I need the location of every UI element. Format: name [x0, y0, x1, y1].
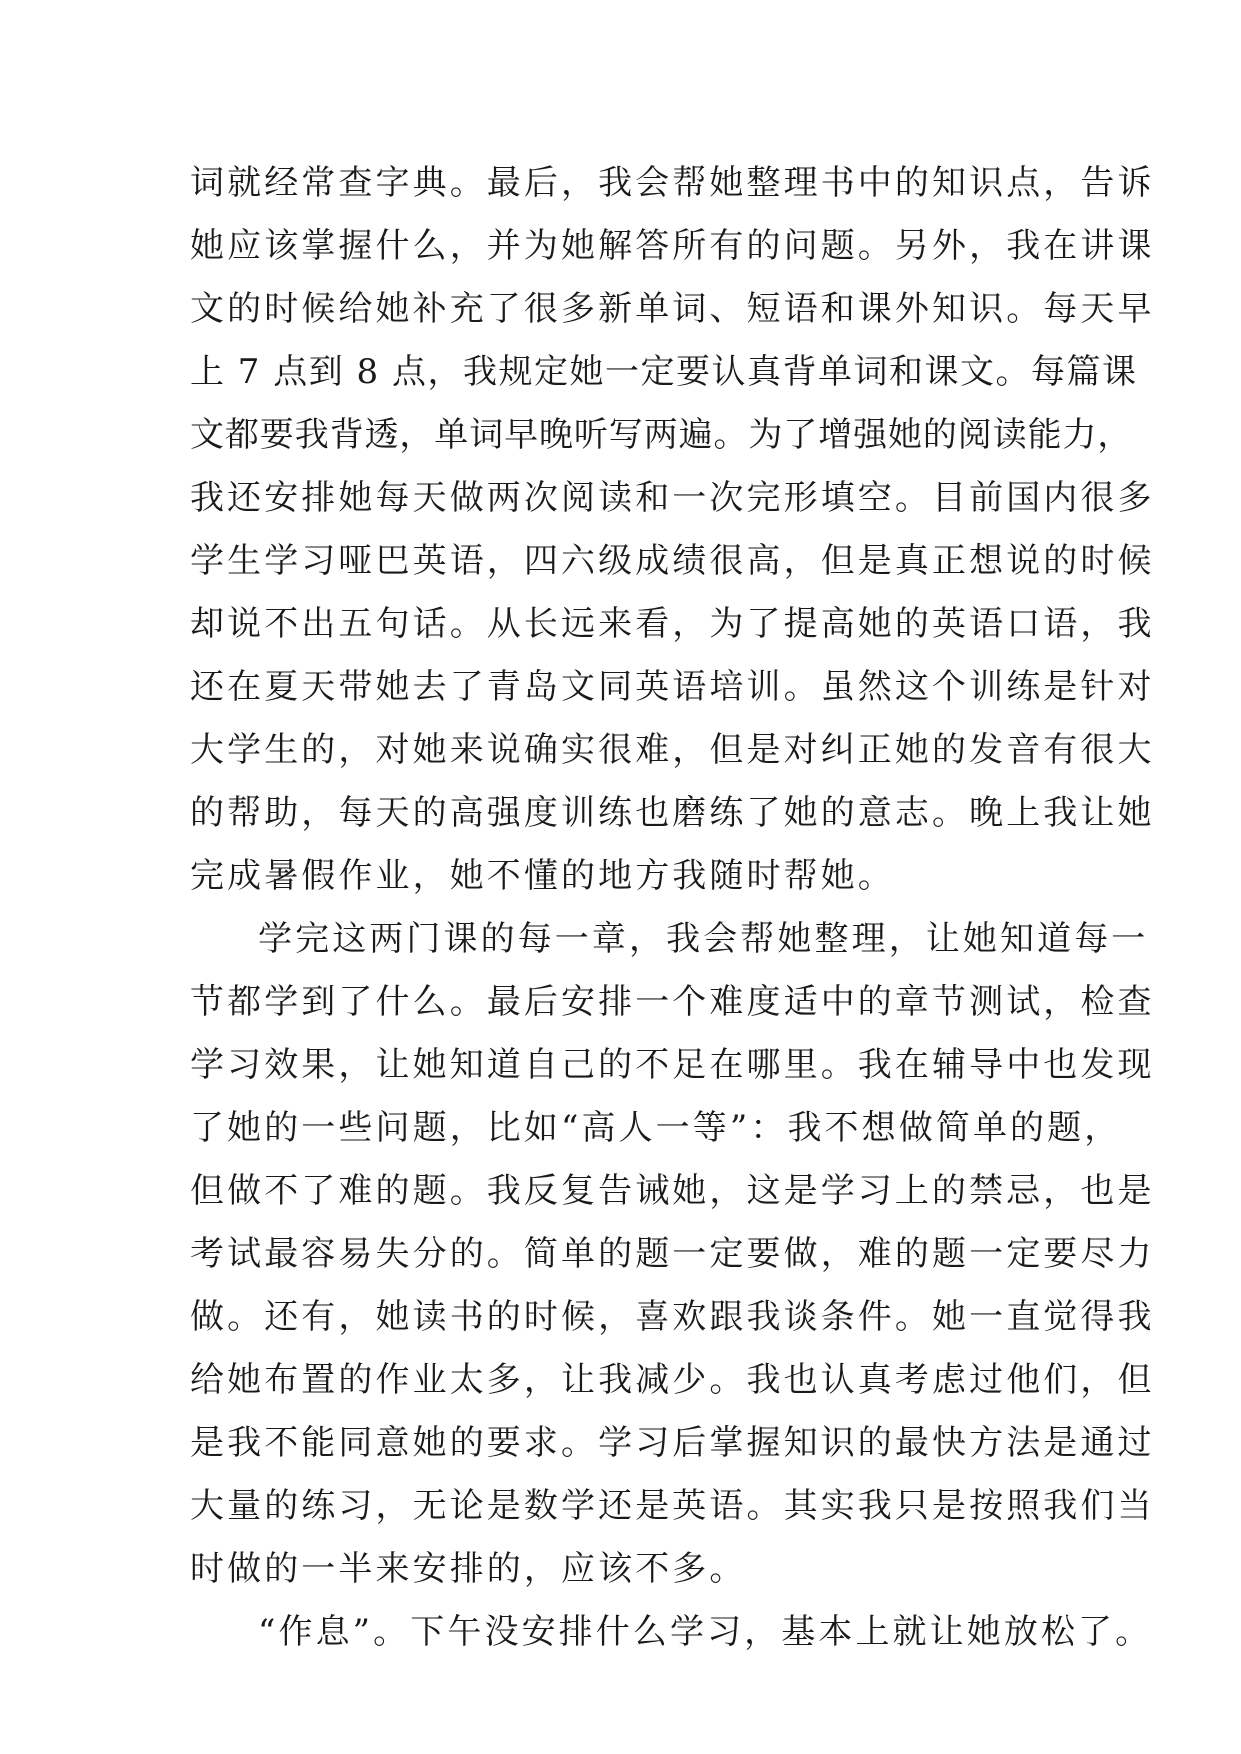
- text-line: 学习效果，让她知道自己的不足在哪里。我在辅导中也发现: [190, 1045, 1155, 1085]
- body-text: [190, 152, 1155, 1664]
- text-line: 文的时候给她补充了很多新单词、短语和课外知识。每天早: [190, 289, 1155, 329]
- text-line: 上 7 点到 8 点，我规定她一定要认真背单词和课文。每篇课: [190, 352, 1138, 392]
- text-line: 还在夏天带她去了青岛文同英语培训。虽然这个训练是针对: [190, 667, 1155, 707]
- text-line: 她应该掌握什么，并为她解答所有的问题。另外，我在讲课: [190, 226, 1155, 266]
- text-line: 考试最容易失分的。简单的题一定要做，难的题一定要尽力: [190, 1234, 1155, 1274]
- text-line: 大量的练习，无论是数学还是英语。其实我只是按照我们当: [190, 1486, 1155, 1526]
- text-line: 是我不能同意她的要求。学习后掌握知识的最快方法是通过: [190, 1423, 1155, 1463]
- text-line: 节都学到了什么。最后安排一个难度适中的章节测试，检查: [190, 982, 1155, 1022]
- text-line: 词就经常查字典。最后，我会帮她整理书中的知识点，告诉: [190, 163, 1155, 203]
- text-line: 文都要我背透，单词早晚听写两遍。为了增强她的阅读能力，: [190, 415, 1133, 455]
- paragraph-start-line: “作息”。下午没安排什么学习，基本上就让她放松了。: [258, 1612, 1153, 1652]
- text-line: 做。还有，她读书的时候，喜欢跟我谈条件。她一直觉得我: [190, 1297, 1155, 1337]
- text-line: 时做的一半来安排的，应该不多。: [190, 1549, 747, 1589]
- text-line: 大学生的，对她来说确实很难，但是对纠正她的发音有很大: [190, 730, 1155, 770]
- text-line: 但做不了难的题。我反复告诫她，这是学习上的禁忌，也是: [190, 1171, 1155, 1211]
- text-line: 却说不出五句话。从长远来看，为了提高她的英语口语，我: [190, 604, 1155, 644]
- paragraph-start-line: 学完这两门课的每一章，我会帮她整理，让她知道每一: [258, 919, 1149, 959]
- text-line: 给她布置的作业太多，让我减少。我也认真考虑过他们，但: [190, 1360, 1155, 1400]
- text-line: 完成暑假作业，她不懂的地方我随时帮她。: [190, 856, 895, 896]
- text-line: 的帮助，每天的高强度训练也磨练了她的意志。晚上我让她: [190, 793, 1155, 833]
- text-line: 我还安排她每天做两次阅读和一次完形填空。目前国内很多: [190, 478, 1155, 518]
- text-line: 了她的一些问题，比如“高人一等”：我不想做简单的题，: [190, 1108, 1122, 1148]
- text-line: 学生学习哑巴英语，四六级成绩很高，但是真正想说的时候: [190, 541, 1155, 581]
